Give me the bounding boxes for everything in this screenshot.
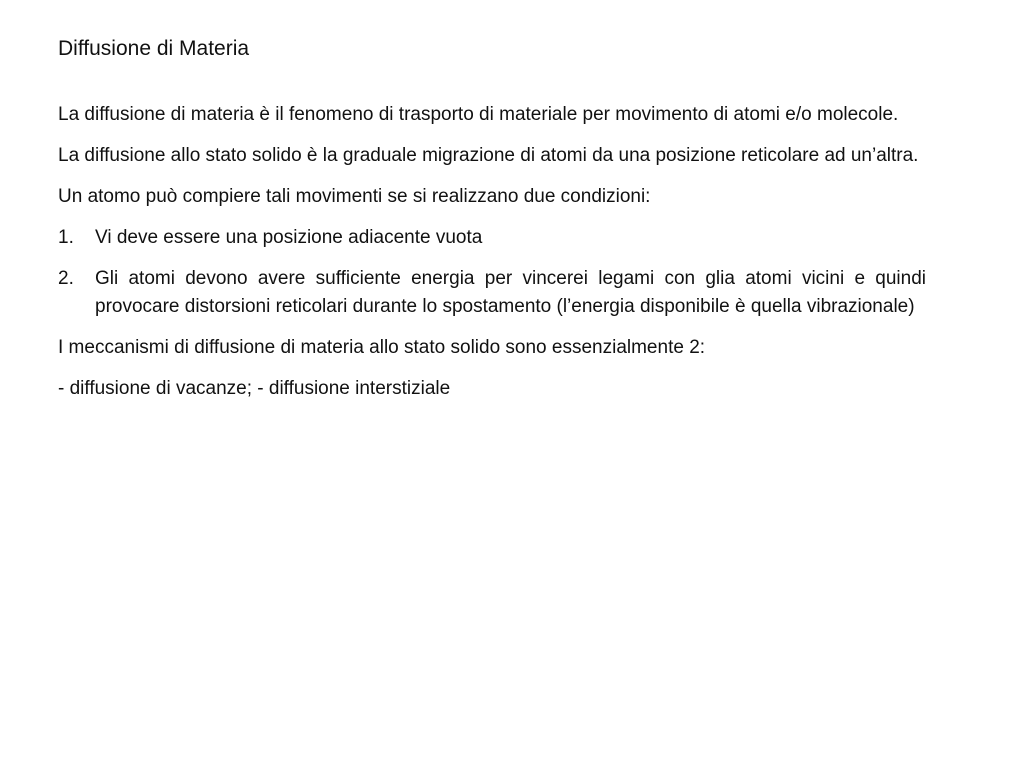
condition-number: 1. (58, 227, 74, 248)
paragraph-conditions-intro: Un atomo può compiere tali movimenti se si realizzano due condizioni: (58, 186, 651, 207)
condition-text: Gli atomi devono avere sufficiente energia per vincerei legami con glia atomi vicini e quindi provocare distorsioni reticolari durante lo spostamento (l’energia disponibile è quella vibrazionale) (95, 268, 926, 317)
paragraph-mechanisms: I meccanismi di diffusione di materia allo stato solido sono essenzialmente 2: (58, 337, 706, 358)
condition-item-2 (58, 265, 926, 321)
slide-title: Diffusione di Materia (58, 37, 250, 60)
paragraph-definition: La diffusione di materia è il fenomeno di trasporto di materiale per movimento di atomi e/o molecole. (58, 104, 899, 125)
paragraph-mechanism-list: - diffusione di vacanze; - diffusione interstiziale (58, 378, 451, 399)
paragraph-solid-state: La diffusione allo stato solido è la graduale migrazione di atomi da una posizione reticolare ad un’altra. (58, 145, 919, 166)
slide-body (58, 101, 926, 416)
condition-item-1 (58, 224, 926, 252)
condition-number: 2. (58, 268, 74, 289)
condition-text: Vi deve essere una posizione adiacente vuota (95, 227, 483, 248)
